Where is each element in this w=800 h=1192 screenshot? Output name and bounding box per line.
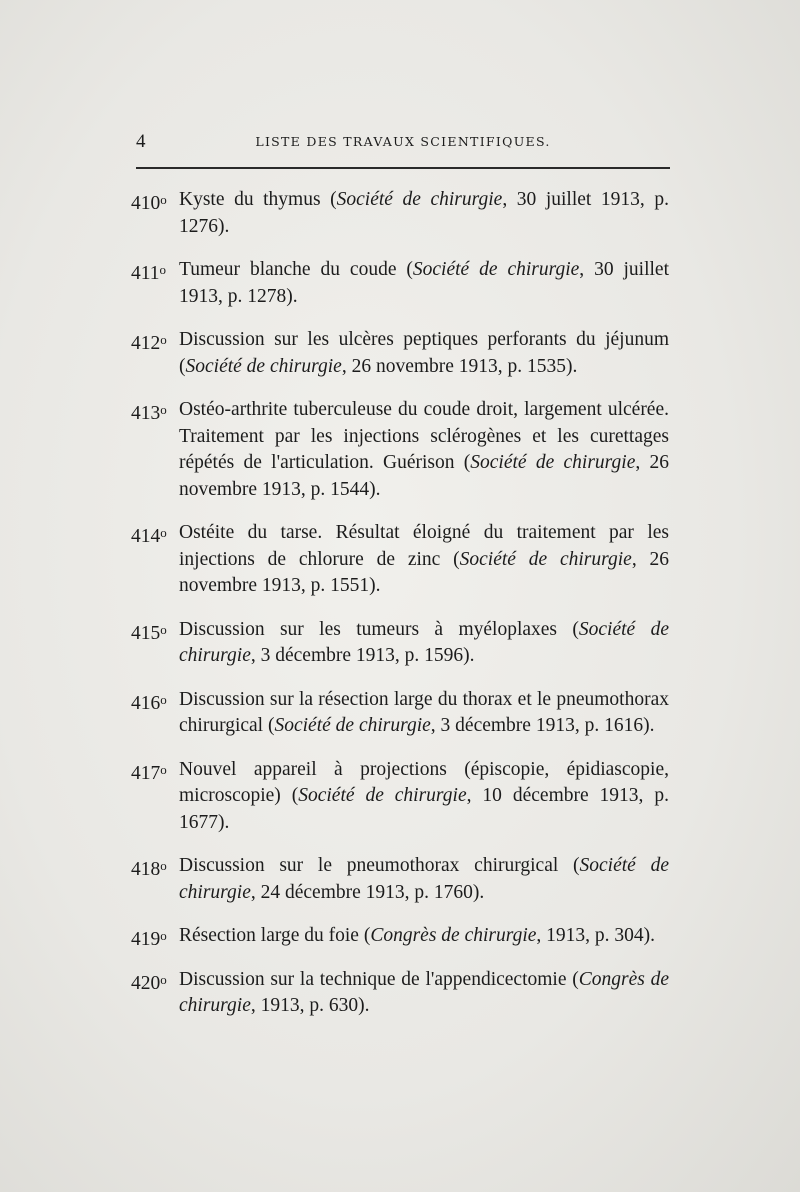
list-item — [131, 853, 669, 906]
entry-number: 419$^o$ — [131, 928, 167, 950]
list-item — [131, 923, 669, 950]
entry-text: Ostéite du tarse. Résultat éloigné du traitement par les injections de chlorure de zinc (Société de chirurgie, 26 novembre 1913, p. 1551). — [179, 522, 669, 596]
entry-number: 410$^o$ — [131, 192, 167, 214]
running-title: LISTE DES TRAVAUX SCIENTIFIQUES. — [255, 134, 551, 149]
entry-text: Tumeur blanche du coude (Société de chirurgie, 30 juillet 1913, p. 1278). — [179, 259, 669, 307]
entry-text: Nouvel appareil à projections (épiscopie, épidiascopie, microscopie) (Société de chirurgie, 10 décembre 1913, p. 1677). — [179, 758, 669, 833]
entry-number: 412$^o$ — [131, 332, 167, 354]
entry-text: Kyste du thymus (Société de chirurgie, 30 juillet 1913, p. 1276). — [179, 189, 669, 237]
entry-list — [131, 187, 669, 1037]
entry-number: 411$^o$ — [131, 262, 167, 284]
list-item — [131, 397, 669, 503]
page-header — [136, 131, 670, 155]
list-item — [131, 257, 669, 310]
entry-number: 413$^o$ — [131, 402, 167, 424]
list-item — [131, 617, 669, 670]
entry-text: Ostéo-arthrite tuberculeuse du coude droit, largement ulcérée. Traitement par les injections sclérogènes et les curettages répétés de l'articulation. Guérison (Société de chirurgie, 26 novembre 1913, p. 1544). — [179, 399, 669, 500]
list-item — [131, 687, 669, 740]
list-item — [131, 757, 669, 837]
entry-text: Discussion sur les tumeurs à myéloplaxes (Société de chirurgie, 3 décembre 1913, p. 1596). — [179, 618, 669, 666]
entry-number: 418$^o$ — [131, 858, 167, 880]
entry-number: 417$^o$ — [131, 761, 167, 784]
header-rule — [136, 167, 670, 169]
entry-number: 414$^o$ — [131, 525, 167, 547]
entry-text: Discussion sur la technique de l'appendicectomie (Congrès de chirurgie, 1913, p. 630). — [179, 968, 669, 1016]
list-item — [131, 967, 669, 1020]
entry-number: 415$^o$ — [131, 621, 167, 644]
entry-number: 420$^o$ — [131, 971, 167, 994]
list-item — [131, 520, 669, 600]
entry-text: Discussion sur les ulcères peptiques perforants du jéjunum (Société de chirurgie, 26 novembre 1913, p. 1535). — [179, 329, 669, 377]
entry-text: Discussion sur la résection large du thorax et le pneumothorax chirurgical (Société de chirurgie, 3 décembre 1913, p. 1616). — [179, 688, 669, 736]
list-item — [131, 187, 669, 240]
entry-number: 416$^o$ — [131, 691, 167, 714]
list-item — [131, 327, 669, 380]
page-number: 4 — [136, 131, 146, 152]
entry-text: Discussion sur le pneumothorax chirurgical (Société de chirurgie, 24 décembre 1913, p. 1760). — [179, 855, 669, 903]
entry-text: Résection large du foie (Congrès de chirurgie, 1913, p. 304). — [179, 925, 656, 946]
